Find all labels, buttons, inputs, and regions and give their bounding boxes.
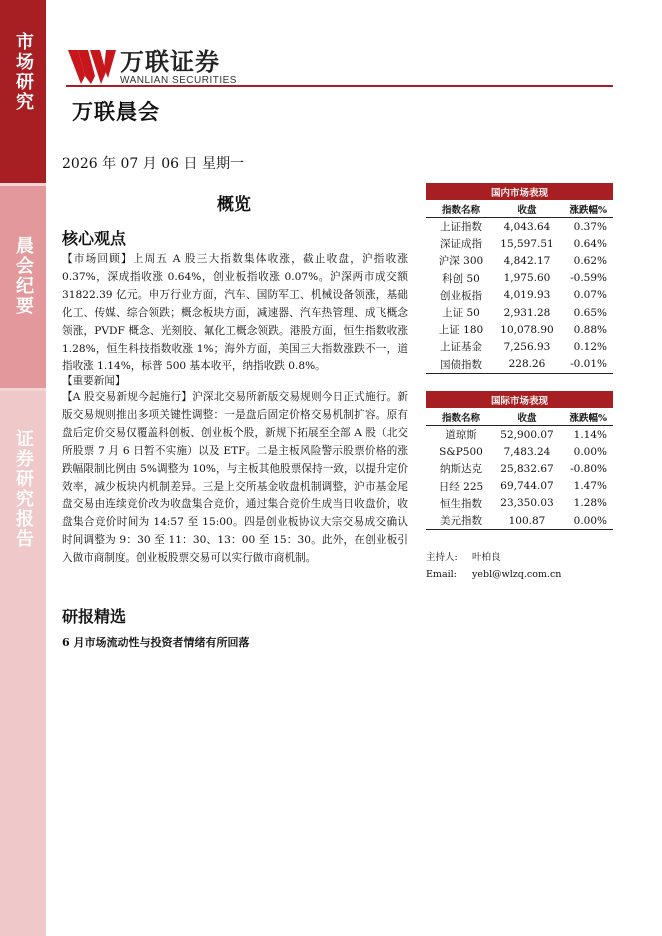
- change-pct-cell: 1.47%: [573, 480, 607, 493]
- change-pct-cell: 0.07%: [573, 289, 607, 302]
- close-value-cell: 15,597.51: [500, 237, 554, 250]
- email-address[interactable]: yebl@wlzq.com.cn: [472, 569, 562, 580]
- sidebar-segment-research-report: [0, 391, 46, 936]
- close-value-cell: 23,350.03: [500, 497, 554, 510]
- close-value-cell: 7,256.93: [503, 340, 551, 353]
- table-bottom-rule: [426, 373, 613, 374]
- brand-name-cn: 万联证券: [120, 47, 220, 76]
- header-divider: [66, 85, 613, 87]
- host-name: 叶柏良: [472, 552, 501, 563]
- research-heading: 研报精选: [62, 607, 127, 626]
- core-views-heading: 核心观点: [62, 229, 127, 248]
- domestic-table-body: [426, 200, 613, 373]
- table-bottom-rule: [426, 529, 613, 530]
- table-row: [426, 512, 613, 529]
- wanlian-w-logo-icon: [68, 48, 116, 86]
- sidebar: [0, 0, 46, 936]
- change-pct-cell: 0.65%: [573, 306, 607, 319]
- email-line: [426, 569, 561, 580]
- change-pct-cell: 0.00%: [573, 514, 607, 527]
- change-pct-cell: 0.37%: [573, 220, 607, 233]
- domestic-market-table: [426, 183, 613, 374]
- close-value-cell: 52,900.07: [500, 428, 554, 441]
- international-market-table: [426, 391, 613, 530]
- table-row: [426, 495, 613, 512]
- index-name-cell: 科创 50: [442, 272, 480, 285]
- market-review-paragraph: 【市场回顾】上周五 A 股三大指数集体收涨，截止收盘，沪指收涨 0.37%，深成指收涨 0.64%，创业板指收涨 0.07%。沪深两市成交额 31822.39 亿元。申万行业方面，汽车、国防军工、机械设备领涨，基础化工、传媒、综合领跌；概念板块方面，减速器、汽车热管理、成飞概念领涨，PVDF 概念、光刻胶、氟化工概念领跌。港股方面，恒生指数收涨 1.28%，恒生科技指数收涨 1%；海外方面，美国三大指数涨跌不一，道指收涨 1.14%，标普 500 基本收平，纳指收跌 0.8%。: [62, 253, 408, 373]
- table-row: [426, 270, 613, 287]
- change-pct-cell: 0.62%: [573, 254, 607, 267]
- document-date: 2026 年 07 月 06 日 星期一: [62, 156, 244, 172]
- index-name-cell: 纳斯达克: [440, 463, 482, 476]
- close-value-cell: 228.26: [508, 358, 546, 371]
- host-label: 主持人:: [426, 552, 458, 563]
- close-value-cell: 4,019.93: [503, 289, 551, 302]
- email-label: Email:: [426, 569, 457, 580]
- change-pct-cell: 0.12%: [573, 340, 607, 353]
- table-row: [426, 460, 613, 477]
- change-pct-cell: -0.59%: [570, 272, 607, 285]
- index-name-cell: 上证指数: [440, 221, 482, 234]
- col-header-close: 收盘: [496, 200, 558, 218]
- change-pct-cell: -0.01%: [570, 358, 607, 371]
- index-name-cell: 美元指数: [440, 515, 482, 528]
- index-name-cell: 深证成指: [440, 238, 482, 251]
- close-value-cell: 4,043.64: [503, 220, 551, 233]
- index-name-cell: 创业板指: [440, 289, 482, 302]
- change-pct-cell: 0.88%: [573, 323, 607, 336]
- brand-logo: [68, 47, 237, 87]
- index-name-cell: 道琼斯: [445, 429, 477, 442]
- document-title: 万联晨会: [72, 99, 160, 124]
- close-value-cell: 2,931.28: [503, 306, 551, 319]
- index-name-cell: 沪深 300: [438, 255, 484, 268]
- international-table-title: 国际市场表现: [426, 391, 613, 408]
- col-header-change: 涨跌幅%: [558, 200, 613, 218]
- col-header-change: 涨跌幅%: [558, 408, 613, 426]
- table-row: [426, 287, 613, 304]
- col-header-name: 指数名称: [426, 200, 496, 218]
- sidebar-label: 晨会纪要: [13, 236, 34, 316]
- international-table-body: [426, 408, 613, 529]
- col-header-name: 指数名称: [426, 408, 496, 426]
- host-line: [426, 549, 501, 563]
- table-row: [426, 356, 613, 373]
- overview-heading: 概览: [217, 195, 251, 215]
- sidebar-label: 证券研究报告: [13, 429, 34, 549]
- table-row: [426, 321, 613, 338]
- index-name-cell: 上证基金: [440, 341, 482, 354]
- table-row: [426, 235, 613, 252]
- close-value-cell: 10,078.90: [500, 323, 554, 336]
- close-value-cell: 25,832.67: [500, 462, 554, 475]
- table-row: [426, 304, 613, 321]
- table-row: [426, 426, 613, 444]
- change-pct-cell: 1.28%: [573, 497, 607, 510]
- news-heading: 【重要新闻】: [62, 375, 126, 387]
- close-value-cell: 69,744.07: [500, 480, 554, 493]
- col-header-close: 收盘: [496, 408, 558, 426]
- index-name-cell: 日经 225: [438, 480, 484, 493]
- index-name-cell: 国债指数: [440, 358, 482, 371]
- index-name-cell: S&P500: [439, 445, 483, 458]
- index-name-cell: 上证 50: [442, 307, 480, 320]
- sidebar-segment-market-research: [0, 0, 46, 183]
- domestic-table-title: 国内市场表现: [426, 183, 613, 200]
- table-row: [426, 252, 613, 269]
- close-value-cell: 1,975.60: [503, 272, 551, 285]
- close-value-cell: 100.87: [508, 514, 546, 527]
- news-paragraph: 【A 股交易新规今起施行】沪深北交易所新版交易规则今日正式施行。新版交易规则推出多项关键性调整：一是盘后固定价格交易机制扩容。原有盘后定价交易仅覆盖科创板、创业板个股，新规下拓展至全部 A 股（北交所股票 7 月 6 日暂不实施）以及 ETF。二是主板风险警示股票价格的涨跌幅限制比例由 5%调整为 10%，与主板其他股票保持一致，以提升定价效率，减少板块内机制差异。三是上交所基金收盘机制调整，沪市基金尾盘交易由连续竞价改为收盘集合竞价，通过集合竞价生成当日收盘价，收盘集合竞价时间为 14:57 至 15:00。四是创业板协议大宗交易成交确认时间调整为 9：30 至 11：30、13：00 至 15：30。此外，在创业板引入做市商制度。创业板股票交易可以实行做市商机制。: [62, 391, 408, 565]
- close-value-cell: 7,483.24: [503, 445, 551, 458]
- index-name-cell: 上证 180: [438, 324, 484, 337]
- close-value-cell: 4,842.17: [503, 254, 551, 267]
- change-pct-cell: 0.64%: [573, 237, 607, 250]
- table-row: [426, 338, 613, 355]
- research-item[interactable]: 6 月市场流动性与投资者情绪有所回落: [62, 636, 250, 649]
- sidebar-label: 市场研究: [13, 32, 34, 112]
- table-row: [426, 443, 613, 460]
- change-pct-cell: 1.14%: [573, 428, 607, 441]
- sidebar-segment-morning-notes: [0, 186, 46, 388]
- table-row: [426, 218, 613, 236]
- brand-name-en: WANLIAN SECURITIES: [120, 74, 237, 86]
- change-pct-cell: -0.80%: [570, 462, 607, 475]
- table-row: [426, 478, 613, 495]
- index-name-cell: 恒生指数: [440, 497, 482, 510]
- change-pct-cell: 0.00%: [573, 445, 607, 458]
